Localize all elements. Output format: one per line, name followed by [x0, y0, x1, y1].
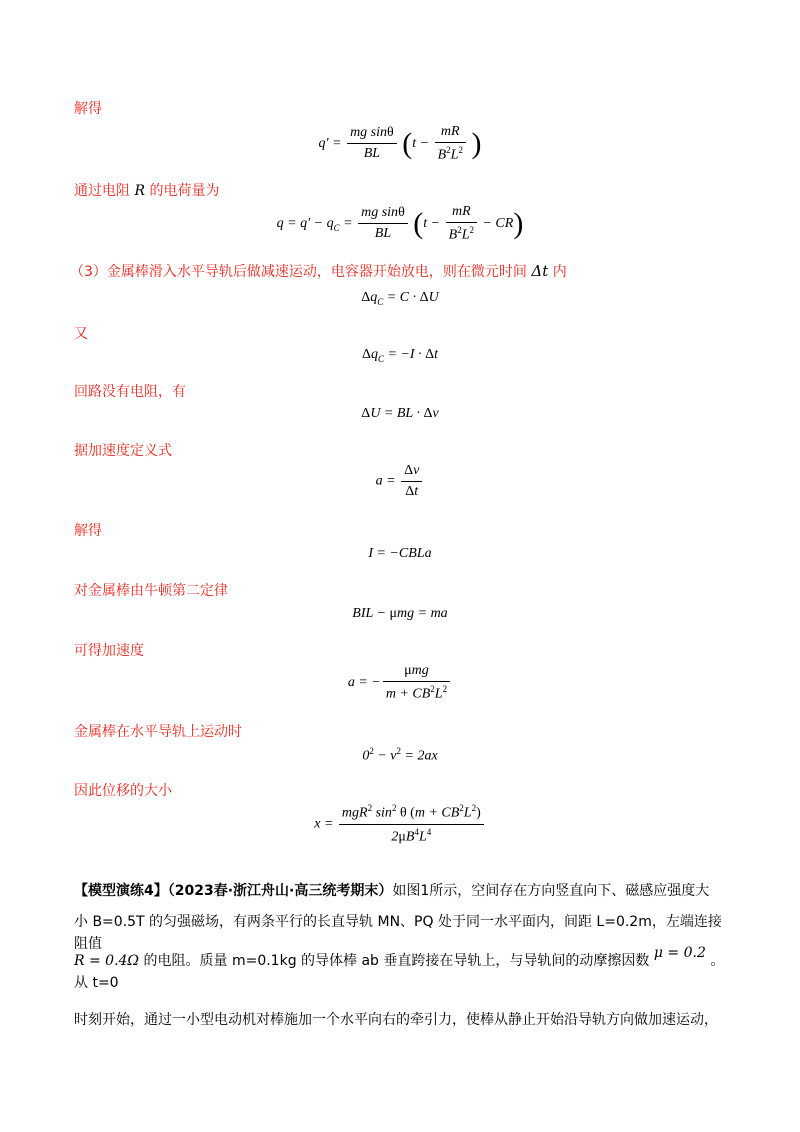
exercise-line-1 [74, 880, 734, 902]
equation-kinematics: $0^2 - v^2 = 2ax$ [362, 746, 438, 764]
equation-delta-qc: $\Delta q_C = C \cdot \Delta U$ [361, 290, 439, 307]
exercise-source: （2023春·浙江舟山·高三统考期末） [167, 883, 393, 899]
step-label-solve: 解得 [74, 101, 102, 117]
also-label: 又 [74, 326, 88, 342]
exercise-text-3a: 的电阻。质量 m=0.1kg 的导体棒 ab 垂直跨接在导轨上，与导轨间的动摩擦因数 [143, 953, 650, 969]
charge-text-head: 通过电阻 [74, 183, 130, 199]
friction-coefficient: μ = 0.2 [653, 945, 706, 961]
moving-text: 金属棒在水平导轨上运动时 [74, 724, 242, 740]
get-accel-text: 可得加速度 [74, 643, 144, 659]
equation-q-prime: q′ = $\frac{\text{mg sinθ}}{BL}$ (t − $\frac{mR}{B^2L^2}$ ) [318, 124, 482, 163]
part3-intro-text [70, 261, 567, 281]
charge-text-tail: 的电荷量为 [149, 183, 220, 199]
exercise-text-1: 如图1所示，空间存在方向竖直向下、磁感应强度大 [392, 883, 710, 899]
equation-accel-def: a = $\frac{\Delta v}{\Delta t}$ [0, 463, 800, 500]
delta-t-symbol: Δt [531, 262, 549, 280]
exercise-line-4: 时刻开始，通过一小型电动机对棒施加一个水平向右的牵引力，使棒从静止开始沿导轨方向做加速运动， [74, 1012, 718, 1028]
resistance-value: R = 0.4Ω [74, 953, 140, 969]
accel-definition-text: 据加速度定义式 [74, 443, 172, 459]
solve-label: 解得 [74, 523, 102, 539]
equation-q: $q = q' - q_C$ = $\frac{\text{mg sinθ}}{BL}$ (t − $\frac{mR}{B^2L^2}$ − CR) [276, 204, 524, 243]
part3-tail: 内 [552, 264, 567, 280]
exercise-line-3 [74, 945, 734, 994]
equation-newton: BIL − μmg = ma [352, 606, 448, 621]
displacement-text: 因此位移的大小 [74, 783, 172, 799]
part3-intro: （3）金属棒滑入水平导轨后做减速运动，电容器开始放电，则在微元时间 [70, 264, 527, 280]
equation-delta-u: ΔU = BL · Δv [361, 406, 439, 421]
exercise-line-2: 小 B=0.5T 的匀强磁场，有两条平行的长直导轨 MN、PQ 处于同一水平面内，间距 L=0.2m，左端连接阻值 [74, 914, 722, 952]
no-resistance-text: 回路没有电阻，有 [74, 384, 186, 400]
equation-delta-qc-current: $\Delta q_C = -I \cdot \Delta t$ [362, 347, 438, 364]
newton-law-text: 对金属棒由牛顿第二定律 [74, 583, 228, 599]
exercise-text-3b: 。从 t=0 [74, 953, 725, 991]
exercise-heading: 【模型演练4】 [74, 883, 168, 899]
equation-accel: a = − $\frac{\text{μmg}}{m + CB^2L^2}$ [0, 663, 800, 703]
resistor-symbol: R [134, 183, 145, 199]
charge-through-resistor-text [74, 180, 219, 200]
equation-current: I = −CBLa [368, 546, 432, 561]
equation-displacement: x = $\frac{mgR^2 \sin^2 \theta (m + CB^2L^2)}{2\mu B^4L^4}$ [0, 803, 800, 845]
